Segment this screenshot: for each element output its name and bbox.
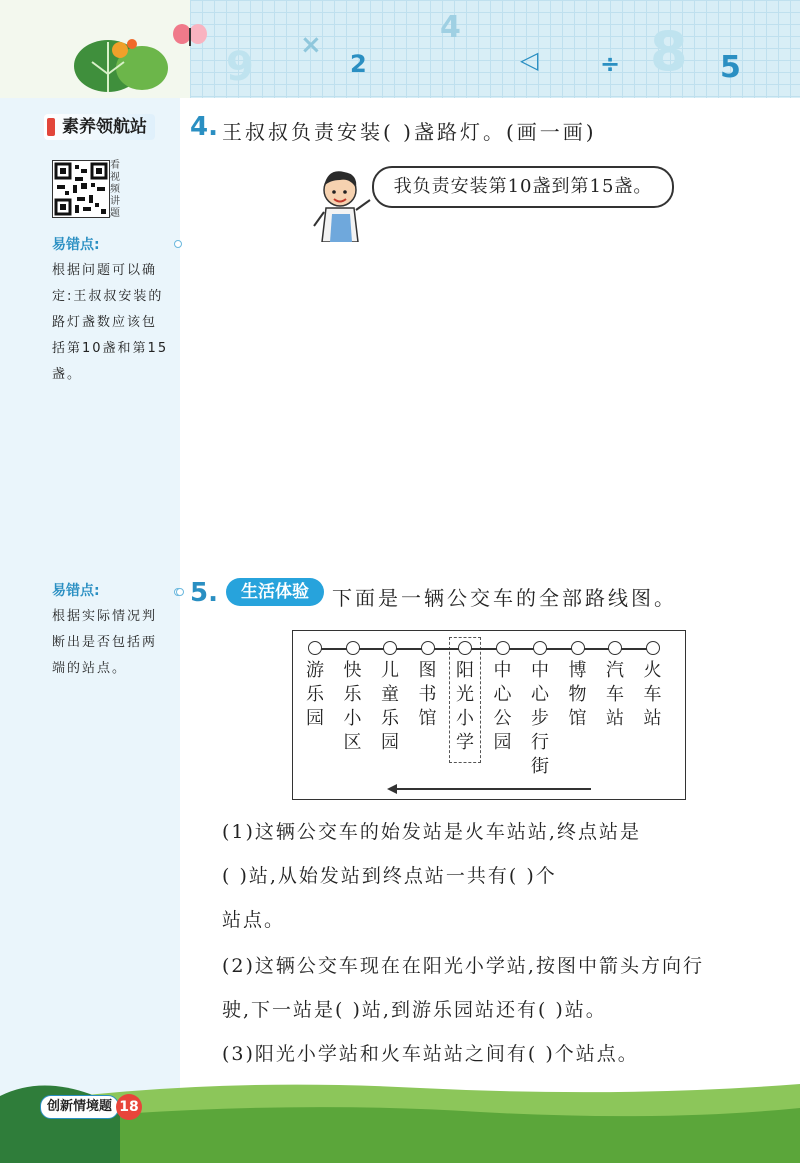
station-dot: [646, 641, 660, 655]
tip-body: 根据实际情况判断出是否包括两端的站点。: [52, 609, 158, 676]
question-number: 5.: [190, 578, 218, 608]
question-text: 王叔叔负责安装( )盏路灯。(画一画): [222, 120, 597, 144]
station-dot: [571, 641, 585, 655]
qr-caption: 看视频讲题: [110, 160, 120, 219]
brand-mark-icon: [47, 118, 55, 136]
sub-question-3-line-1: (3)阳光小学站和火车站站之间有( )个站点。: [222, 1043, 639, 1065]
page-number: 18: [116, 1094, 142, 1120]
station-name: 图书馆: [418, 660, 437, 729]
speech-bubble: 我负责安装第10盏到第15盏。: [372, 166, 674, 208]
station-name: 博物馆: [568, 660, 587, 729]
sub-question-2-line-1: (2)这辆公交车现在在阳光小学站,按图中箭头方向行: [222, 955, 704, 977]
station-dot: [533, 641, 547, 655]
station-dot: [308, 641, 322, 655]
station-name: 中心步行街: [531, 660, 549, 777]
question-dot: [176, 588, 184, 596]
qr-code-icon: [53, 161, 109, 217]
deco-triangle: ◁: [520, 46, 539, 74]
sub-question-1-line-1: (1)这辆公交车的始发站是火车站站,终点站是: [222, 821, 641, 843]
station-dot: [421, 641, 435, 655]
boy-illustration-icon: [310, 166, 374, 242]
deco-digit: 5: [720, 50, 741, 85]
station-dot: [496, 641, 510, 655]
deco-times: ×: [300, 30, 322, 60]
deco-digit: 9: [226, 44, 254, 90]
deco-divide: ÷: [600, 50, 621, 78]
left-arrow-icon: [387, 784, 397, 794]
station-dot: [346, 641, 360, 655]
sub-question-1-line-2: ( )站,从始发站到终点站一共有( )个: [222, 865, 557, 887]
sub-question-1-line-3: 站点。: [222, 909, 286, 931]
station-dot: [608, 641, 622, 655]
question-text: 下面是一辆公交车的全部路线图。: [332, 586, 677, 610]
tip-body: 根据问题可以确定:王叔叔安装的路灯盏数应该包括第10盏和第15盏。: [52, 263, 169, 382]
tip-title: 易错点:: [52, 583, 100, 599]
butterfly-icon: [172, 22, 208, 52]
tip-title: 易错点:: [52, 237, 100, 253]
station-name: 儿童乐园: [381, 660, 399, 753]
brand-title: 素养领航站: [44, 114, 155, 140]
header-grid-pattern: [190, 0, 800, 98]
station-dot: [458, 641, 472, 655]
qr-code[interactable]: [52, 160, 110, 218]
direction-arrow-line: [395, 788, 591, 790]
station-name: 阳光小学: [456, 660, 474, 753]
deco-digit: 4: [440, 10, 461, 45]
station-name: 中心公园: [493, 660, 512, 753]
deco-digit: 2: [350, 50, 367, 78]
grass-footer: [0, 1076, 800, 1163]
bus-route-map: [292, 630, 686, 800]
sub-question-2-line-2: 驶,下一站是( )站,到游乐园站还有( )站。: [222, 999, 607, 1021]
station-name: 游乐园: [306, 660, 324, 729]
header-banner: [0, 0, 800, 98]
deco-digit: 8: [650, 20, 688, 83]
footer-label: 创新情境题: [40, 1095, 119, 1119]
station-name: 火车站: [643, 660, 662, 729]
question-number: 4.: [190, 112, 218, 142]
sidebar-dot: [174, 240, 182, 248]
station-name: 快乐小区: [343, 660, 362, 753]
station-dot: [383, 641, 397, 655]
station-name: 汽车站: [606, 660, 624, 729]
life-experience-tag: 生活体验: [226, 578, 324, 606]
